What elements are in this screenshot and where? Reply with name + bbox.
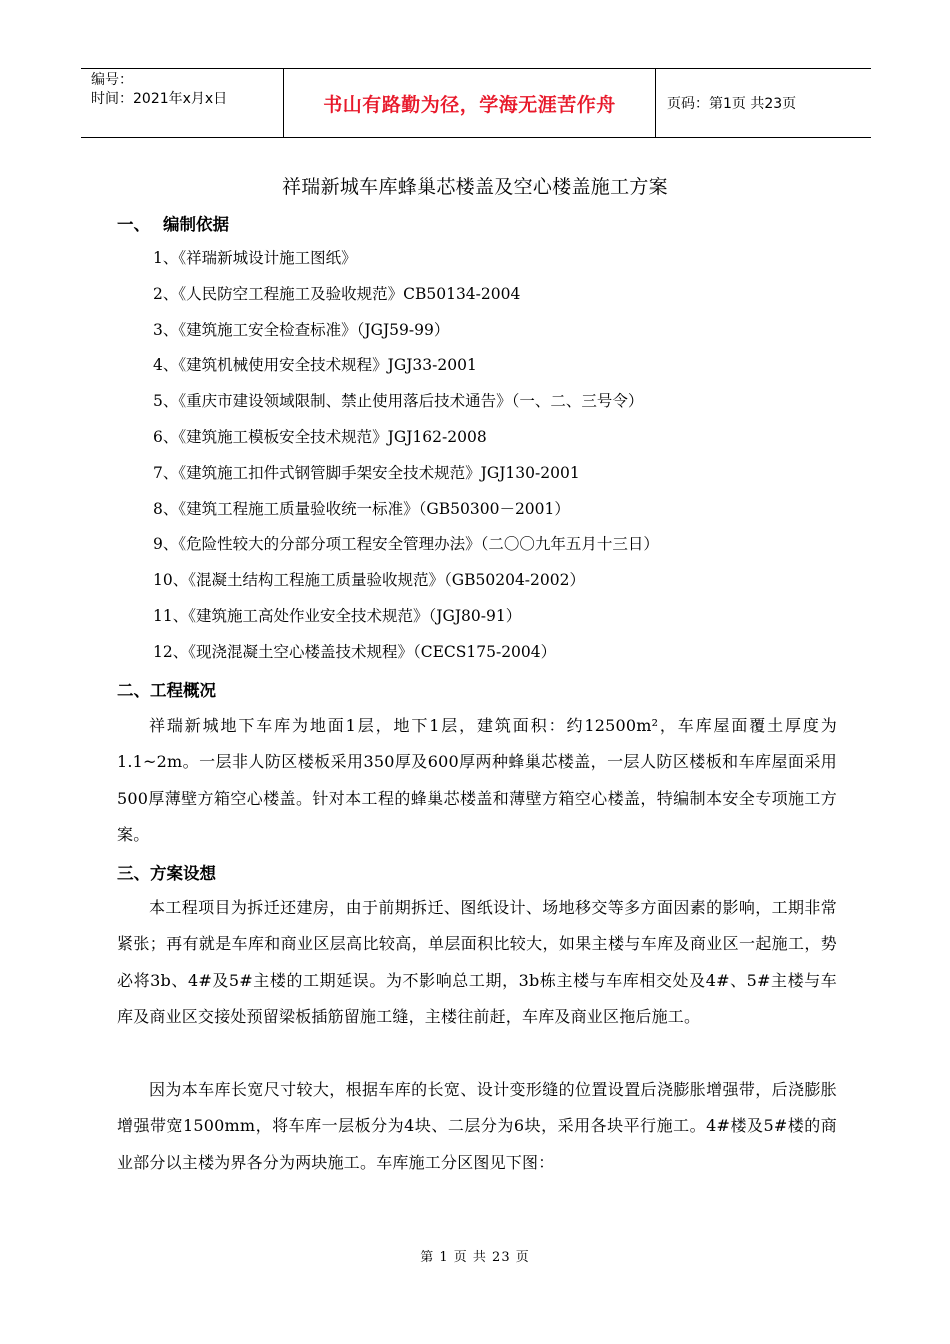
section-heading-basis	[117, 211, 229, 235]
reference-item: 9、《危险性较大的分部分项工程安全管理办法》（二〇〇九年五月十三日）	[153, 535, 659, 554]
reference-item: 1、《祥瑞新城设计施工图纸》	[153, 249, 357, 267]
section-number: 一、	[117, 215, 150, 234]
reference-item: 8、《建筑工程施工质量验收统一标准》（GB50300－2001）	[153, 499, 570, 518]
overview-paragraph: 祥瑞新城地下车库为地面1层，地下1层，建筑面积：约12500m²，车库屋面覆土厚度为1.1~2m。一层非人防区楼板采用350厚及600厚两种蜂巢芯楼盖，一层人防区楼板和车库屋面采用500厚薄壁方箱空心楼盖。针对本工程的蜂巢芯楼盖和薄壁方箱空心楼盖，特编制本安全专项施工方案。	[117, 716, 837, 844]
reference-item: 2、《人民防空工程施工及验收规范》CB50134-2004	[153, 284, 521, 303]
header-meta	[81, 69, 284, 137]
section-heading-plan: 三、方案设想	[117, 864, 216, 883]
reference-item: 10、《混凝土结构工程施工质量验收规范》（GB50204-2002）	[153, 571, 585, 590]
reference-item: 7、《建筑施工扣件式钢管脚手架安全技术规范》JGJ130-2001	[153, 463, 580, 482]
reference-list	[153, 245, 659, 675]
plan-paragraph-1: 本工程项目为拆迁还建房，由于前期拆迁、图纸设计、场地移交等多方面因素的影响，工期非常紧张；再有就是车库和商业区层高比较高，单层面积比较大，如果主楼与车库及商业区一起施工，势必将3b、4#及5#主楼的工期延误。为不影响总工期，3b栋主楼与车库相交处及4#、5#主楼与车库及商业区交接处预留梁板插筋留施工缝，主楼往前赶，车库及商业区拖后施工。	[117, 898, 837, 1026]
reference-item: 3、《建筑施工安全检查标准》（JGJ59-99）	[153, 320, 450, 339]
section-heading-overview: 二、工程概况	[117, 681, 216, 700]
reference-item: 12、《现浇混凝土空心楼盖技术规程》（CECS175-2004）	[153, 642, 557, 661]
header-table	[81, 68, 871, 138]
serial-label: 编号：	[91, 72, 133, 88]
header-page-info: 页码：第1页 共23页	[667, 96, 797, 112]
page-footer: 第 1 页 共 23 页	[420, 1250, 530, 1265]
plan-paragraph-2: 因为本车库长宽尺寸较大，根据车库的长宽、设计变形缝的位置设置后浇膨胀增强带，后浇膨胀增强带宽1500mm，将车库一层板分为4块、二层分为6块，采用各块平行施工。4#楼及5#楼的商业部分以主楼为界各分为两块施工。车库施工分区图见下图：	[117, 1080, 837, 1172]
reference-item: 6、《建筑施工模板安全技术规范》JGJ162-2008	[153, 427, 487, 446]
header-motto: 书山有路勤为径，学海无涯苦作舟	[284, 69, 656, 137]
reference-item: 5、《重庆市建设领域限制、禁止使用落后技术通告》（一、二、三号令）	[153, 392, 644, 411]
time-label: 时间：2021年x月x日	[91, 91, 228, 107]
reference-item: 4、《建筑机械使用安全技术规程》JGJ33-2001	[153, 356, 477, 375]
document-title: 祥瑞新城车库蜂巢芯楼盖及空心楼盖施工方案	[281, 176, 668, 198]
section-title: 编制依据	[163, 215, 229, 234]
reference-item: 11、《建筑施工高处作业安全技术规范》（JGJ80-91）	[153, 606, 522, 625]
